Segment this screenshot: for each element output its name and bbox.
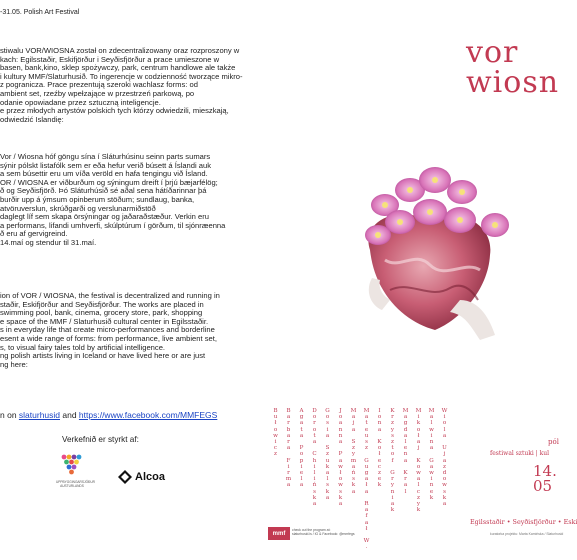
- paragraph-line: Vor / Wiosna hóf göngu sína í Sláturhúsinu seinn parts sumars: [0, 152, 211, 161]
- artist-name-text: I o n a K o ł e c z e k: [377, 408, 382, 489]
- artist-name-text: M a j a S z y m a ń s k a: [350, 408, 357, 495]
- artist-name-text: M i k o ł a j K o w a l c z y k: [415, 408, 422, 514]
- brand-line-2: wiosn: [466, 65, 560, 100]
- paragraph-line: a performans, lifandi umhverfi, skúlptúrum í görðum, til sjónræenna: [0, 220, 226, 230]
- uppbyggingarsjodur-icon: [56, 453, 88, 475]
- artist-name: [389, 408, 396, 513]
- poster-date-month: 05: [533, 477, 553, 495]
- paragraph-line: 14.maí og stendur til 31.maí.: [0, 237, 97, 247]
- uppbyggingarsjodur-logo: [56, 453, 95, 488]
- paragraph-line: kach: Egilsstaðir, Eskifjörður i Seyðisfjörður a prace umieszone w: [0, 54, 220, 64]
- paragraph-line: e space of the MMF / Slaturhusið cultural center in Egilsstaðir.: [0, 316, 209, 326]
- footer-note-right: kuratorka projektu: Marta Kamińska / Slaturhusid: [490, 532, 564, 536]
- artist-name: [441, 408, 448, 507]
- artist-name-text: K r z y s z t o f G r y n i a k: [390, 408, 395, 514]
- paragraph-line: ambient set, rzeźby wpełzające w przestrzeń parkową, po: [0, 88, 195, 98]
- festival-brand-title: [466, 35, 560, 100]
- artist-name-text: J o a n n a P a w ł o w s k a: [338, 408, 343, 508]
- tag-festival: festiwal sztuki | kul: [490, 450, 550, 457]
- footer-note-line-2: slaturhusid.is / IG & Facebook: @mmfegs: [292, 532, 355, 536]
- tag-polish: pól: [548, 438, 559, 446]
- paragraph-line: s in everyday life that create micro-performances and borderline: [0, 325, 215, 335]
- artist-name-text: M a l w i n a G a w i n e k: [428, 408, 435, 501]
- paragraph-line: i kultury MMF/Slaturhusið. To ingerencje w codzienność tworzące mikro-: [0, 71, 243, 81]
- paragraph-line: ð og Seyðisfjörð. Þó Sláturhúsið sé aðal sena hátíðarinnar þá: [0, 186, 207, 196]
- sponsor1-caption: UPPBYGGINGARSJÓÐUR: [56, 480, 95, 484]
- paragraph-line: ng polish artists living in Iceland or have lived here or are just: [0, 351, 206, 361]
- sponsor-label: Verkefnið er styrkt af:: [62, 435, 139, 444]
- paragraph-line: sýnir pólskt listafólk sem er eða hefur verið búsett á Íslandi auk: [0, 160, 212, 170]
- artist-name: [402, 408, 409, 495]
- festival-date-header: -31.05. Polish Art Festival: [0, 9, 80, 16]
- artist-name: [428, 408, 435, 501]
- mmf-logo: mmf: [268, 527, 290, 540]
- sponsor1-sub: AUSTURLANDS: [60, 484, 84, 488]
- artist-name-text: M a t e u s z G u g a ł a R a f a ł W .: [363, 408, 370, 551]
- paragraph-line: ng here:: [0, 359, 28, 369]
- paragraph-line: e przez młodych artystów polskich tych którzy odwiedzili, mieszkają,: [0, 106, 229, 116]
- alcoa-logo: [118, 470, 165, 484]
- paragraph-line: stiwalu VOR/WIOSNA został on zdecentralizowany oraz rozproszony w: [0, 46, 240, 55]
- artist-name-text: B u ł o w i c z: [273, 408, 278, 458]
- brand-line-1: vor: [466, 35, 519, 70]
- heart-orchid-artwork: [330, 150, 530, 350]
- links-prefix: n on: [0, 410, 19, 420]
- paragraph-line: OR / WIOSNA er viðburðum og sýningum dreift í þrjú bæjarfélög;: [0, 177, 218, 187]
- paragraph-line: s, to visual fairy tales told by artificial intelligence.: [0, 342, 166, 352]
- paragraph-line: burðir upp á ýmsum opinberum stöðum; sundlaug, banka,: [0, 194, 195, 204]
- paragraph-line: odanie opowiadane przez sztuczną inteligencje.: [0, 97, 161, 107]
- artist-name-text: W i o l a U j a z d o w s k a: [441, 408, 448, 508]
- artist-name: [363, 408, 370, 551]
- footer-note: [292, 528, 355, 536]
- paragraph-line: ð eru af gervigreind.: [0, 229, 68, 239]
- footer-note-line-1: check out the program at:: [292, 528, 331, 532]
- artist-name: [337, 408, 344, 507]
- paragraph-line: atvöruverslun, skrúðgarði og verslunarmiðstöð: [0, 203, 156, 213]
- paragraph-line: esent a wide range of forms: from performance, live ambient set,: [0, 333, 217, 343]
- alcoa-name: Alcoa: [135, 471, 165, 483]
- paragraph-line: basen, bank,kino, sklep spożywczy, park, centrum handlowe ale także: [0, 63, 236, 73]
- facebook-link[interactable]: https://www.facebook.com/MMFEGS: [78, 410, 218, 420]
- artist-name-text: A g a t a P o p i e l a: [299, 408, 304, 489]
- artist-name-text: M a g d a l e n a K r a l: [402, 408, 409, 495]
- paragraph-polish: [0, 47, 300, 124]
- artist-name: [350, 408, 357, 495]
- paragraph-line: swimming pool, bank, cinema, grocery store, park, shopping: [0, 308, 203, 318]
- artist-name-text: B a r b a r a F i r m a: [285, 408, 292, 489]
- paragraph-line: odwiedzić Islandię:: [0, 114, 64, 124]
- paragraph-line: ion of VOR / WIOSNA, the festival is decentralized and running in: [0, 291, 220, 300]
- alcoa-icon: [118, 470, 132, 484]
- paragraph-line: z pogranicza. Prace prezentują szeroki wachlasz forms: od: [0, 80, 198, 90]
- poster-date-day: 14.: [533, 462, 557, 480]
- artist-name: [415, 408, 422, 513]
- links-and: and: [60, 410, 79, 420]
- paragraph-line: daglegt líf sem skapa örsýningar og jaðaraðstæður. Verkin eru: [0, 212, 209, 222]
- paragraph-english: [0, 292, 300, 369]
- paragraph-line: staðir, Eskifjörður and Seyðisfjörður. The works are placed in: [0, 299, 204, 309]
- paragraph-icelandic: [0, 153, 300, 248]
- poster-places: Egilsstaðir • Seyðisfjörður • Eski: [470, 518, 577, 526]
- artist-name: [285, 408, 292, 489]
- artist-name: [311, 408, 318, 507]
- artist-name: [298, 408, 305, 489]
- slaturhusid-link[interactable]: slaturhusid: [18, 410, 61, 420]
- artist-name: [272, 408, 279, 458]
- artist-name: [324, 408, 331, 501]
- artist-name-text: G o s i a S z u k a l s k a: [325, 408, 330, 501]
- artist-name-text: D o r o t a C h i l i ń s k a: [312, 408, 317, 508]
- links-line: [0, 410, 217, 420]
- paragraph-line: a sem búsettir eru um víða veröld en hafa tengingu við Ísland.: [0, 169, 208, 179]
- artist-name: [376, 408, 383, 489]
